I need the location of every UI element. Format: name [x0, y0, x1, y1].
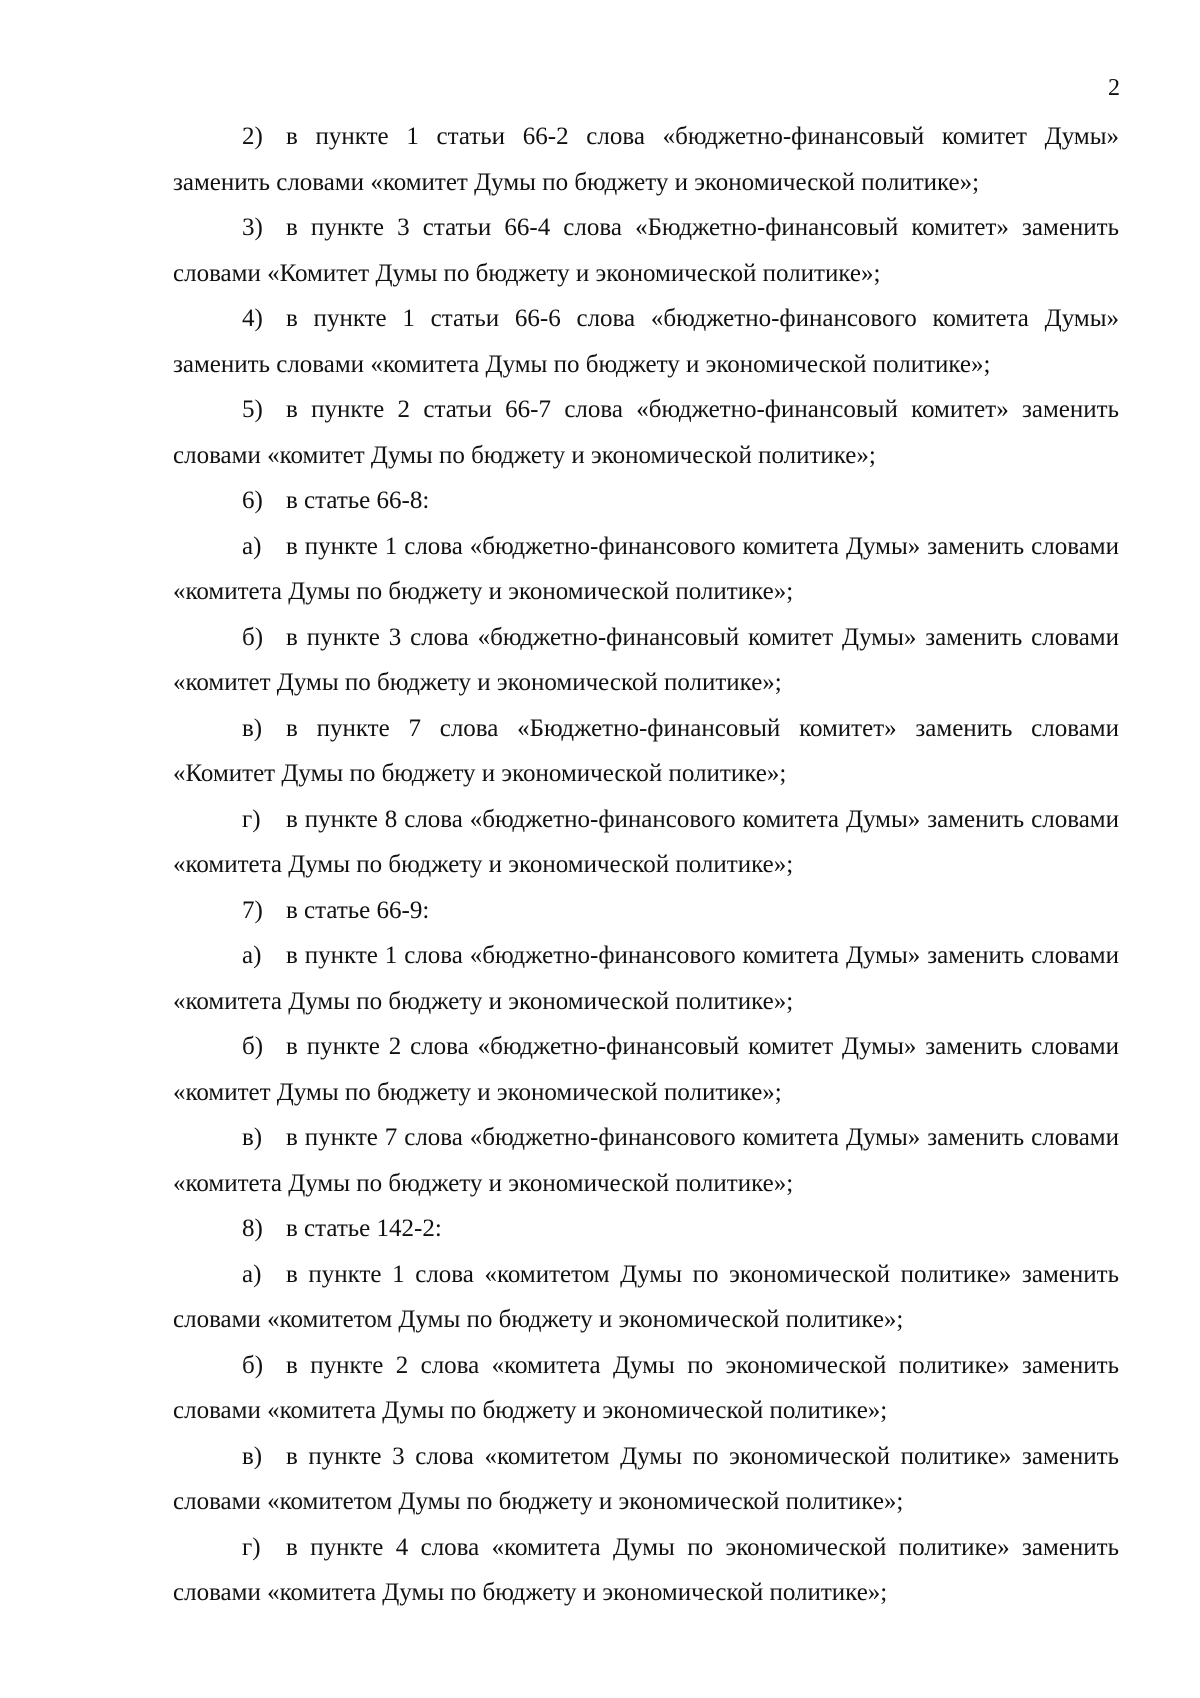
item-text: в пункте 8 слова «бюджетно-финансового комитета Думы» заменить словами «комитета Думы по бюджету и экономической политике»; [173, 805, 1119, 878]
item-marker: г) [242, 1533, 261, 1561]
amendment-paragraph [173, 1115, 1119, 1206]
item-marker: 3) [242, 214, 263, 241]
item-marker: 7) [242, 896, 263, 924]
amendment-paragraph [173, 478, 1119, 524]
item-text: в пункте 3 статьи 66-4 слова «Бюджетно-финансовый комитет» заменить словами «Комитет Думы по бюджету и экономической политике»; [173, 214, 1119, 287]
item-text: в пункте 7 слова «бюджетно-финансового комитета Думы» заменить словами «комитета Думы по бюджету и экономической политике»; [173, 1124, 1119, 1197]
item-text: в пункте 1 слова «комитетом Думы по экономической политике» заменить словами «комитетом Думы по бюджету и экономической политике»; [173, 1260, 1119, 1333]
item-text: в статье 142-2: [286, 1215, 442, 1242]
amendment-paragraph [173, 1024, 1119, 1115]
item-marker: в) [242, 714, 263, 742]
item-text: в пункте 1 слова «бюджетно-финансового комитета Думы» заменить словами «комитета Думы по бюджету и экономической политике»; [173, 532, 1119, 605]
item-text: в пункте 2 слова «бюджетно-финансовый комитет Думы» заменить словами «комитет Думы по бюджету и экономической политике»; [173, 1033, 1119, 1106]
item-marker: 5) [242, 396, 263, 423]
item-marker: а) [242, 1260, 262, 1288]
item-text: в пункте 3 слова «бюджетно-финансовый комитет Думы» заменить словами «комитет Думы по бюджету и экономической политике»; [173, 623, 1119, 696]
item-marker: 6) [242, 487, 263, 514]
amendment-paragraph [173, 524, 1119, 615]
item-text: в пункте 7 слова «Бюджетно-финансовый комитет» заменить словами «Комитет Думы по бюджету и экономической политике»; [173, 714, 1119, 787]
item-marker: 4) [242, 305, 263, 332]
item-text: в статье 66-8: [286, 487, 430, 514]
amendment-paragraph [173, 797, 1119, 888]
item-marker: 2) [242, 123, 263, 150]
item-text: в пункте 3 слова «комитетом Думы по экономической политике» заменить словами «комитетом Думы по бюджету и экономической политике»; [173, 1442, 1119, 1515]
item-text: в пункте 4 слова «комитета Думы по экономической политике» заменить словами «комитета Думы по бюджету и экономической политике»; [173, 1533, 1119, 1606]
amendment-paragraph [173, 1252, 1119, 1343]
amendment-paragraph [173, 706, 1119, 797]
document-body [173, 114, 1119, 1616]
item-marker: в) [242, 1124, 263, 1151]
item-text: в пункте 2 статьи 66-7 слова «бюджетно-финансовый комитет» заменить словами «комитет Думы по бюджету и экономической политике»; [173, 396, 1119, 469]
amendment-paragraph [173, 1434, 1119, 1525]
item-text: в статье 66-9: [286, 896, 430, 924]
item-marker: б) [242, 1033, 264, 1060]
amendment-paragraph [173, 1343, 1119, 1434]
amendment-paragraph [173, 205, 1119, 296]
amendment-paragraph [173, 933, 1119, 1024]
item-marker: 8) [242, 1215, 263, 1242]
item-marker: а) [242, 532, 262, 560]
amendment-paragraph [173, 615, 1119, 706]
item-marker: б) [242, 1351, 264, 1379]
amendment-paragraph [173, 1525, 1119, 1616]
amendment-paragraph [173, 296, 1119, 387]
item-marker: а) [242, 942, 262, 969]
item-text: в пункте 1 статьи 66-6 слова «бюджетно-финансового комитета Думы» заменить словами «комитета Думы по бюджету и экономической политике»; [173, 305, 1119, 378]
item-text: в пункте 1 слова «бюджетно-финансового комитета Думы» заменить словами «комитета Думы по бюджету и экономической политике»; [173, 942, 1119, 1015]
item-marker: г) [242, 805, 261, 833]
amendment-paragraph [173, 114, 1119, 205]
amendment-paragraph [173, 888, 1119, 934]
item-text: в пункте 2 слова «комитета Думы по экономической политике» заменить словами «комитета Думы по бюджету и экономической политике»; [173, 1351, 1119, 1424]
page-number: 2 [1108, 75, 1120, 101]
amendment-paragraph [173, 1206, 1119, 1252]
item-text: в пункте 1 статьи 66-2 слова «бюджетно-финансовый комитет Думы» заменить словами «комитет Думы по бюджету и экономической политике»; [173, 123, 1119, 196]
item-marker: в) [242, 1442, 263, 1470]
amendment-paragraph [173, 387, 1119, 478]
item-marker: б) [242, 623, 264, 651]
